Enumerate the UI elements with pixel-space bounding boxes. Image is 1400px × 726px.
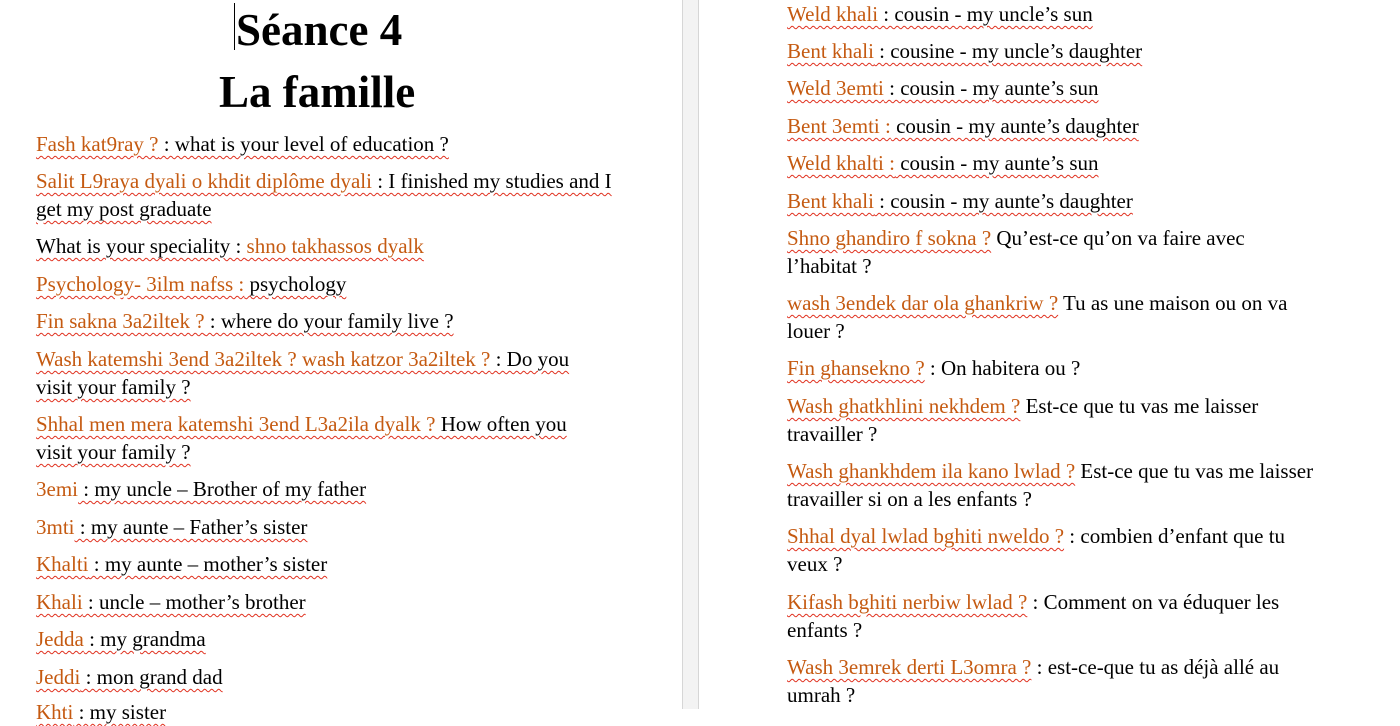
- entry-line: Fin sakna 3a2iltek ? : where do your family live ?: [36, 309, 454, 333]
- entry-line: Bent 3emti : cousin - my aunte’s daughter: [787, 114, 1139, 138]
- right-page[interactable]: [699, 0, 1400, 709]
- entry-line: Weld khalti : cousin - my aunte’s sun: [787, 151, 1099, 175]
- entry-line: Khalti : my aunte – mother’s sister: [36, 552, 328, 576]
- page-subtitle: La famille: [219, 67, 416, 117]
- entry-line: Shno ghandiro f sokna ? Qu’est-ce qu’on va faire avec l’habitat ?: [787, 226, 1245, 278]
- entry-line: Jedda : my grandma: [36, 627, 206, 651]
- entry-line: wash 3endek dar ola ghankriw ? Tu as une maison ou on va louer ?: [787, 291, 1288, 343]
- entry-line: Shhal dyal lwlad bghiti nweldo ? : combien d’enfant que tu veux ?: [787, 524, 1286, 576]
- entry-line: Salit L9raya dyali o khdit diplôme dyali : I finished my studies and I get my post graduate: [36, 169, 612, 221]
- entry-line: Kifash bghiti nerbiw lwlad ? : Comment on va éduquer les enfants ?: [787, 590, 1280, 642]
- entry-line: Shhal men mera katemshi 3end L3a2ila dyalk ? How often you visit your family ?: [36, 412, 567, 464]
- entry-line: Weld 3emti : cousin - my aunte’s sun: [787, 76, 1099, 100]
- entry-line: 3emi : my uncle – Brother of my father: [36, 477, 367, 501]
- entry-line: Wash ghankhdem ila kano lwlad ? Est-ce que tu vas me laisser travailler si on a les enfants ?: [787, 459, 1314, 511]
- page-separator: [682, 0, 699, 709]
- entry-line: 3mti : my aunte – Father’s sister: [36, 515, 308, 539]
- entry-line: Bent khali : cousin - my aunte’s daughter: [787, 189, 1133, 213]
- entry-line: Jeddi : mon grand dad: [36, 665, 223, 689]
- entry-line: Weld khali : cousin - my uncle’s sun: [787, 2, 1093, 26]
- entry-line: Fash kat9ray ? : what is your level of education ?: [36, 132, 449, 156]
- entry-line: Khali : uncle – mother’s brother: [36, 590, 306, 614]
- entry-line: Khti : my sister: [36, 700, 167, 724]
- entry-line: Wash katemshi 3end 3a2iltek ? wash katzor 3a2iltek ? : Do you visit your family ?: [36, 347, 570, 399]
- text-cursor: [234, 3, 235, 50]
- entry-line: Psychology- 3ilm nafss : psychology: [36, 272, 347, 296]
- entry-line: What is your speciality : shno takhassos dyalk: [36, 234, 424, 258]
- left-page[interactable]: [0, 0, 682, 724]
- entry-line: Wash ghatkhlini nekhdem ? Est-ce que tu vas me laisser travailler ?: [787, 394, 1259, 446]
- entry-line: Bent khali : cousine - my uncle’s daughter: [787, 39, 1143, 63]
- entry-line: Fin ghansekno ? : On habitera ou ?: [787, 356, 1081, 380]
- entry-line: Wash 3emrek derti L3omra ? : est-ce-que tu as déjà allé au umrah ?: [787, 655, 1280, 707]
- page-title: Séance 4: [236, 5, 403, 55]
